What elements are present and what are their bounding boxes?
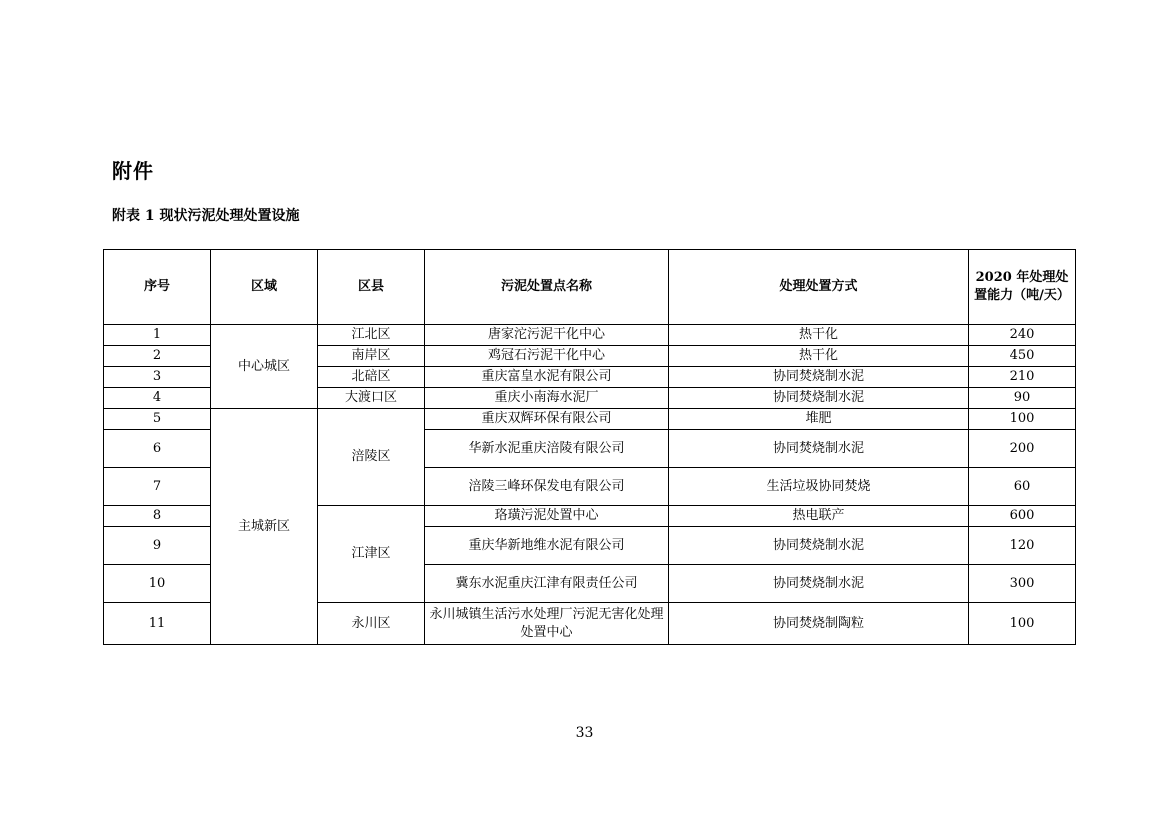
- cell-site-name: 涪陵三峰环保发电有限公司: [425, 468, 669, 506]
- cell-capacity: 120: [969, 527, 1076, 565]
- cell-site-name: 重庆双辉环保有限公司: [425, 409, 669, 430]
- cell-serial: 6: [104, 430, 211, 468]
- header-site-name: 污泥处置点名称: [425, 250, 669, 325]
- cell-capacity: 300: [969, 565, 1076, 603]
- cell-method: 协同焚烧制水泥: [669, 367, 969, 388]
- cell-capacity: 240: [969, 325, 1076, 346]
- cell-district: 北碚区: [318, 367, 425, 388]
- cell-capacity: 200: [969, 430, 1076, 468]
- cell-method: 热电联产: [669, 506, 969, 527]
- cell-serial: 3: [104, 367, 211, 388]
- cell-serial: 11: [104, 603, 211, 645]
- cell-serial: 2: [104, 346, 211, 367]
- cell-district: 南岸区: [318, 346, 425, 367]
- table-header-row: [104, 250, 1076, 325]
- header-capacity: 2020 年处理处置能力（吨/天）: [969, 250, 1076, 325]
- cell-site-name: 重庆华新地维水泥有限公司: [425, 527, 669, 565]
- cell-serial: 9: [104, 527, 211, 565]
- cell-capacity: 100: [969, 409, 1076, 430]
- cell-region: 主城新区: [211, 409, 318, 645]
- header-district: 区县: [318, 250, 425, 325]
- page-number: 33: [575, 725, 594, 741]
- cell-method: 协同焚烧制陶粒: [669, 603, 969, 645]
- cell-serial: 10: [104, 565, 211, 603]
- cell-site-name: 重庆富皇水泥有限公司: [425, 367, 669, 388]
- cell-method: 生活垃圾协同焚烧: [669, 468, 969, 506]
- cell-district: 涪陵区: [318, 409, 425, 506]
- cell-method: 堆肥: [669, 409, 969, 430]
- cell-serial: 5: [104, 409, 211, 430]
- cell-serial: 1: [104, 325, 211, 346]
- table-row: [104, 325, 1076, 346]
- header-region: 区域: [211, 250, 318, 325]
- cell-district: 江北区: [318, 325, 425, 346]
- sludge-facilities-table: [103, 249, 1076, 645]
- cell-serial: 7: [104, 468, 211, 506]
- cell-capacity: 100: [969, 603, 1076, 645]
- cell-district: 江津区: [318, 506, 425, 603]
- cell-site-name: 永川城镇生活污水处理厂污泥无害化处理处置中心: [425, 603, 669, 645]
- cell-method: 热干化: [669, 325, 969, 346]
- cell-method: 热干化: [669, 346, 969, 367]
- cell-district: 大渡口区: [318, 388, 425, 409]
- page-heading: 附件: [112, 159, 154, 183]
- cell-method: 协同焚烧制水泥: [669, 565, 969, 603]
- cell-site-name: 华新水泥重庆涪陵有限公司: [425, 430, 669, 468]
- cell-method: 协同焚烧制水泥: [669, 527, 969, 565]
- cell-capacity: 450: [969, 346, 1076, 367]
- cell-serial: 4: [104, 388, 211, 409]
- cell-site-name: 唐家沱污泥干化中心: [425, 325, 669, 346]
- cell-site-name: 珞璜污泥处置中心: [425, 506, 669, 527]
- table-row: [104, 409, 1076, 430]
- cell-method: 协同焚烧制水泥: [669, 430, 969, 468]
- header-method: 处理处置方式: [669, 250, 969, 325]
- header-serial: 序号: [104, 250, 211, 325]
- cell-site-name: 鸡冠石污泥干化中心: [425, 346, 669, 367]
- cell-capacity: 60: [969, 468, 1076, 506]
- cell-capacity: 90: [969, 388, 1076, 409]
- cell-site-name: 重庆小南海水泥厂: [425, 388, 669, 409]
- cell-district: 永川区: [318, 603, 425, 645]
- cell-site-name: 冀东水泥重庆江津有限责任公司: [425, 565, 669, 603]
- cell-capacity: 600: [969, 506, 1076, 527]
- cell-method: 协同焚烧制水泥: [669, 388, 969, 409]
- cell-serial: 8: [104, 506, 211, 527]
- cell-region: 中心城区: [211, 325, 318, 409]
- cell-capacity: 210: [969, 367, 1076, 388]
- table-caption: 附表 1 现状污泥处理处置设施: [112, 208, 300, 224]
